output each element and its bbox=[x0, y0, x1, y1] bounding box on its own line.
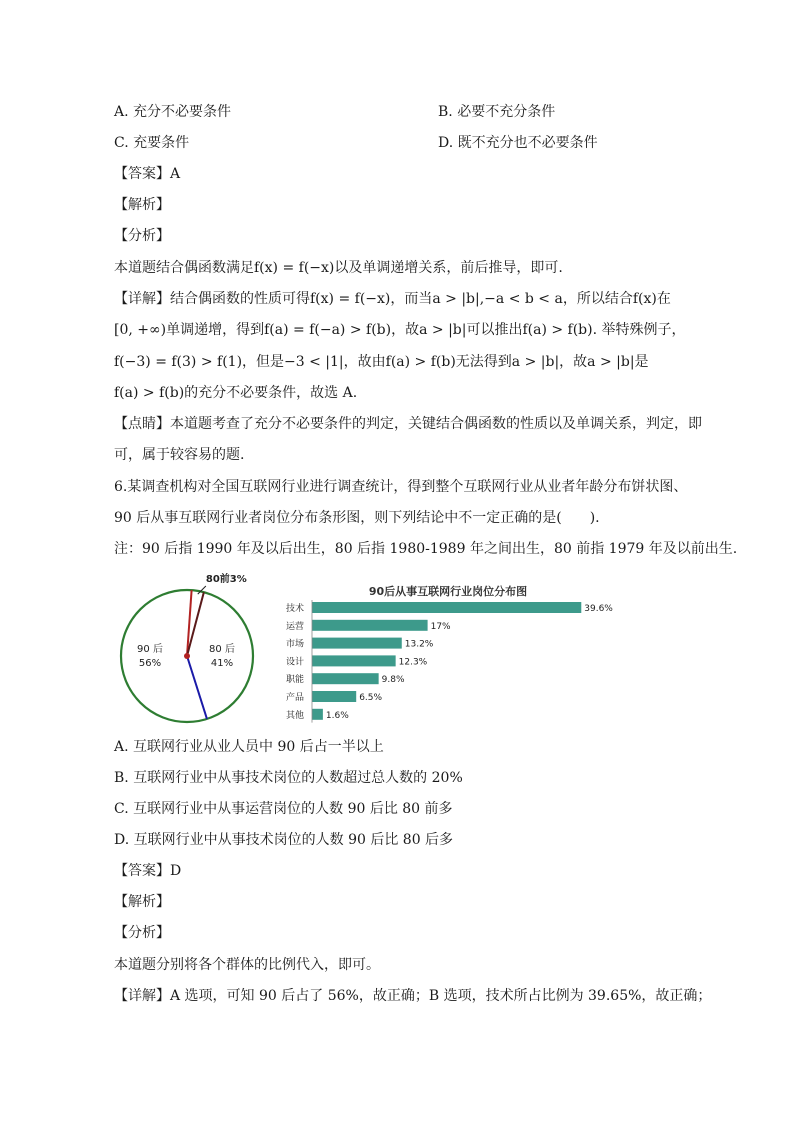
q6-analysis: 本道题分别将各个群体的比例代入，即可。 bbox=[114, 957, 380, 973]
pie-label-80qian: 80前3% bbox=[205, 574, 247, 585]
q6-option-a: A. 互联网行业从业人员中 90 后占一半以上 bbox=[114, 739, 384, 755]
q5-option-a: A. 充分不必要条件 bbox=[114, 104, 232, 120]
q6-option-d: D. 互联网行业中从事技术岗位的人数 90 后比 80 后多 bbox=[114, 832, 454, 848]
q6-option-b: B. 互联网行业中从事技术岗位的人数超过总人数的 20% bbox=[114, 770, 463, 786]
bar-value-label: 9.8% bbox=[381, 675, 405, 686]
q5-detail-line-3: f(−3) = f(3) > f(1)，但是−3 < |1|，故由f(a) > f(b)无法得到a > |b|，故a > |b|是 bbox=[114, 354, 649, 370]
bar-mark bbox=[312, 638, 402, 649]
q6-charts-svg bbox=[110, 572, 630, 732]
q6-detail-line-1: 【详解】A 选项，可知 90 后占了 56%，故正确；B 选项，技术所占比例为 39.65%，故正确； bbox=[114, 988, 712, 1004]
bar-value-label: 1.6% bbox=[325, 710, 349, 721]
q5-comment-line-2: 可，属于较容易的题. bbox=[114, 447, 245, 463]
bar-mark bbox=[312, 673, 379, 684]
q5-answer: 【答案】A bbox=[114, 166, 181, 182]
q6-note: 注：90 后指 1990 年及以后出生，80 后指 1980-1989 年之间出生，80 前指 1979 年及以前出生. bbox=[114, 541, 738, 557]
q6-stem-line-2: 90 后从事互联网行业者岗位分布条形图，则下列结论中不一定正确的是( ). bbox=[114, 510, 600, 526]
q5-analysis: 本道题结合偶函数满足f(x) = f(−x)以及单调递增关系，前后推导，即可. bbox=[114, 260, 563, 276]
bar-mark bbox=[312, 620, 428, 631]
q5-option-c: C. 充要条件 bbox=[114, 135, 190, 151]
pie-label-80hou: 80 后 bbox=[209, 644, 235, 655]
q5-option-d: D. 既不充分也不必要条件 bbox=[438, 135, 598, 151]
bar-category-label: 市场 bbox=[286, 639, 305, 650]
q6-stem-line-1: 6.某调查机构对全国互联网行业进行调查统计，得到整个互联网行业从业者年龄分布饼状图、 bbox=[114, 479, 688, 495]
bar-category-label: 职能 bbox=[286, 675, 305, 686]
q6-option-c: C. 互联网行业中从事运营岗位的人数 90 后比 80 前多 bbox=[114, 801, 453, 817]
q5-fenxi-heading: 【分析】 bbox=[114, 228, 170, 244]
bar-value-label: 39.6% bbox=[584, 604, 613, 614]
bar-category-label: 其他 bbox=[286, 710, 305, 721]
bar-value-label: 12.3% bbox=[398, 657, 428, 668]
q5-detail-line-2: [0, +∞)单调递增，得到f(a) = f(−a) > f(b)，故a > |b|可以推出f(a) > f(b). 举特殊例子， bbox=[114, 322, 686, 338]
bar-mark bbox=[312, 691, 356, 702]
bar-category-label: 技术 bbox=[286, 604, 305, 614]
bar-mark bbox=[312, 602, 581, 613]
q6-fenxi-heading: 【分析】 bbox=[114, 925, 170, 941]
bar-value-label: 13.2% bbox=[404, 639, 434, 650]
bar-category-label: 产品 bbox=[286, 693, 305, 703]
pie-value-90hou: 56% bbox=[138, 658, 162, 669]
bar-value-label: 6.5% bbox=[359, 693, 383, 703]
q5-detail-line-4: f(a) > f(b)的充分不必要条件，故选 A. bbox=[114, 385, 358, 401]
q6-figure bbox=[110, 572, 630, 732]
pie-label-90hou: 90 后 bbox=[137, 644, 163, 655]
bar-mark bbox=[312, 709, 323, 720]
q5-jiexi-heading: 【解析】 bbox=[114, 197, 170, 213]
q5-option-b: B. 必要不充分条件 bbox=[438, 104, 556, 120]
q5-comment-line-1: 【点睛】本道题考查了充分不必要条件的判定，关键结合偶函数的性质以及单调关系，判定，即 bbox=[114, 416, 702, 432]
bar-mark bbox=[312, 655, 396, 666]
q5-detail-line-1: 【详解】结合偶函数的性质可得f(x) = f(−x)，而当a > |b|,−a < b < a，所以结合f(x)在 bbox=[114, 291, 671, 307]
bar-chart-title: 90后从事互联网行业岗位分布图 bbox=[368, 585, 528, 598]
bar-category-label: 运营 bbox=[286, 621, 305, 632]
pie-center-dot bbox=[184, 653, 190, 659]
bar-value-label: 17% bbox=[430, 621, 451, 632]
pie-value-80hou: 41% bbox=[210, 658, 234, 669]
q6-jiexi-heading: 【解析】 bbox=[114, 894, 170, 910]
q6-answer: 【答案】D bbox=[114, 863, 182, 879]
bar-category-label: 设计 bbox=[286, 657, 305, 668]
